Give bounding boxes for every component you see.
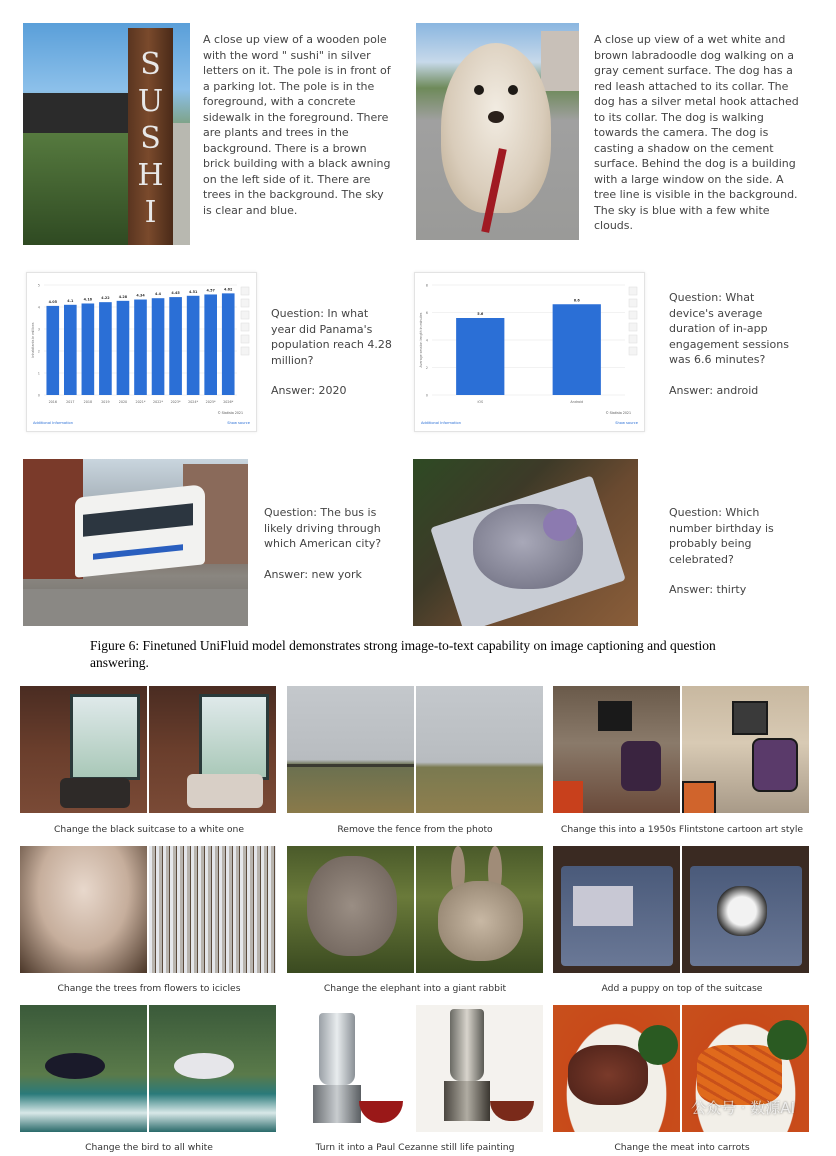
additional-info-link: Additional Information: [33, 421, 73, 425]
y-tick-label: 6: [425, 311, 428, 315]
additional-info-link: Additional Information: [421, 421, 461, 425]
data-label: 6.6: [573, 298, 580, 303]
red-bowl: [359, 1101, 403, 1123]
dog-eye: [508, 85, 518, 95]
brick-building: [23, 459, 83, 579]
data-label: 4.34: [136, 293, 145, 298]
qa-block-2: [669, 290, 794, 413]
wooden-pole: [128, 28, 173, 245]
blender-jar: [319, 1013, 355, 1085]
edit-office-after: [682, 686, 809, 813]
carrots: [697, 1045, 782, 1105]
sign-letter: I: [144, 195, 157, 230]
cake-topper: [543, 509, 577, 541]
monitor: [598, 701, 632, 731]
dog-eye: [474, 85, 484, 95]
toolbar-button: [241, 287, 249, 295]
dog-photo: [416, 23, 579, 240]
x-tick-label: 2020: [118, 400, 128, 404]
dog-caption: A close up view of a wet white and brown labradoodle dog walking on a gray cement surface. The dog has a red leash attached to its collar. The dog has a silver metal hook attached to its collar. The dog is walking towards the camera. The dog is casting a shadow on the cement surface. Behind the dog is a building with a large window on the side. A tree line is visible in the background. The sky is blue with a few white clouds.: [594, 33, 799, 232]
data-label: 4.05: [48, 299, 57, 304]
answer-text: Answer: android: [669, 383, 759, 397]
orange-chair: [553, 781, 583, 813]
x-tick-label: 2024*: [188, 400, 199, 404]
copyright-text: © Statista 2021: [605, 411, 631, 415]
data-label: 4.4: [155, 292, 162, 297]
data-label: 4.1: [67, 298, 74, 303]
elephant: [307, 856, 397, 956]
steak: [568, 1045, 648, 1105]
figure-caption: Figure 6: Finetuned UniFluid model demonstrates strong image-to-text capability on image captioning and question answering.: [90, 638, 716, 670]
y-tick-label: 3: [37, 327, 40, 332]
chart-bar: [134, 300, 147, 395]
edit-caption: Change the bird to all white: [85, 1142, 213, 1153]
edit-meat-before: [553, 1005, 680, 1132]
question-text: Question: What device's average duration of in-app engagement sessions was 6.6 minutes?: [669, 291, 789, 366]
sign-letter: H: [137, 158, 164, 193]
y-tick-label: 4: [425, 338, 428, 343]
chart-bar: [187, 296, 200, 395]
y-tick-label: 0: [425, 393, 428, 398]
toolbar-button: [241, 323, 249, 331]
x-tick-label: 2022*: [153, 400, 164, 404]
puppy: [717, 886, 767, 936]
office-chair: [752, 738, 798, 792]
answer-text: Answer: new york: [264, 567, 362, 581]
chart-bar: [64, 305, 77, 395]
sidewalk: [173, 123, 190, 245]
edit-caption: Change the meat into carrots: [614, 1142, 750, 1153]
x-tick-label: 2017: [66, 400, 75, 404]
edit-suitcase2-after: [682, 846, 809, 973]
question-text: Question: Which number birthday is probably being celebrated?: [669, 506, 774, 566]
painting: [199, 694, 269, 780]
black-bird: [45, 1053, 105, 1079]
session-length-chart-svg: [415, 273, 644, 431]
blender-base: [444, 1081, 490, 1121]
red-bowl: [490, 1101, 534, 1121]
white-bird: [174, 1053, 234, 1079]
orange-chair: [682, 781, 716, 813]
chart-bar: [553, 304, 601, 395]
toolbar-button: [629, 323, 637, 331]
chart-bar: [99, 302, 112, 395]
edit-caption: Remove the fence from the photo: [337, 824, 493, 835]
sushi-caption: A close up view of a wooden pole with the word " sushi" in silver letters on it. The pole is in front of a parking lot. The pole is in the foreground, with a concrete sidewalk in the foreground. There are plants and trees in the background. There is a brown brick building with a black awning on the left side of it. There are trees in the background. The sky is clear and blue.: [203, 33, 391, 217]
chart-bar: [456, 318, 504, 395]
edit-caption: Change this into a 1950s Flintstone cartoon art style: [560, 824, 804, 835]
toolbar-button: [629, 287, 637, 295]
y-tick-label: 5: [37, 283, 40, 288]
data-label: 4.22: [101, 296, 110, 301]
sushi-photo: [23, 23, 190, 245]
chart-bar: [82, 303, 95, 395]
blender-jar: [450, 1009, 484, 1081]
x-tick-label: 2023*: [170, 400, 181, 404]
chart-bar: [222, 293, 235, 395]
monitor: [732, 701, 768, 735]
toolbar-button: [241, 299, 249, 307]
edit-bird-before: [20, 1005, 147, 1132]
rabbit: [438, 881, 523, 961]
chart-bar: [117, 301, 130, 395]
sign-letter: S: [140, 47, 161, 82]
chart-bar: [46, 306, 59, 395]
data-label: 4.28: [118, 294, 128, 299]
population-chart: [26, 272, 257, 432]
road: [23, 589, 248, 626]
sign-letter: S: [140, 121, 161, 156]
edit-suitcase-before: [20, 686, 147, 813]
x-tick-label: Android: [570, 400, 584, 404]
building: [541, 31, 579, 91]
toolbar-button: [241, 311, 249, 319]
clothes: [573, 886, 633, 926]
x-tick-label: 2019: [101, 400, 110, 404]
x-tick-label: 2021*: [135, 400, 146, 404]
edit-suitcase-after: [149, 686, 276, 813]
edit-field-before: [287, 686, 414, 813]
edit-trees-after: [149, 846, 276, 973]
data-label: 5.6: [477, 312, 484, 316]
qa-block-4: [669, 505, 794, 613]
chart-bar: [204, 294, 217, 395]
copyright-text: © Statista 2021: [217, 411, 243, 415]
edit-elephant-after: [416, 846, 543, 973]
blender-base: [313, 1085, 361, 1123]
x-tick-label: 2025*: [205, 400, 216, 404]
question-text: Question: In what year did Panama's population reach 4.28 million?: [271, 307, 392, 367]
edit-caption: Change the elephant into a giant rabbit: [323, 983, 507, 994]
sign-letter: U: [137, 84, 164, 119]
edit-caption: Add a puppy on top of the suitcase: [601, 983, 763, 994]
y-tick-label: 0: [37, 393, 40, 398]
session-length-chart: [414, 272, 645, 432]
question-text: Question: The bus is likely driving through which American city?: [264, 506, 382, 550]
data-label: 4.16: [83, 297, 93, 302]
edit-meat-after: [682, 1005, 809, 1132]
y-axis-label: Average session length in minutes: [419, 312, 423, 368]
cake-photo: [413, 459, 638, 626]
bus-photo: [23, 459, 248, 626]
broccoli: [767, 1020, 807, 1060]
edit-caption: Change the black suitcase to a white one: [53, 824, 245, 835]
edit-field-after: [416, 686, 543, 813]
edit-blender-after: [416, 1005, 543, 1132]
edit-caption: Turn it into a Paul Cezanne still life painting: [315, 1142, 515, 1153]
edit-suitcase2-before: [553, 846, 680, 973]
dog-nose: [488, 111, 504, 123]
edit-bird-after: [149, 1005, 276, 1132]
chart-bar: [152, 298, 165, 395]
y-tick-label: 1: [37, 371, 40, 376]
x-tick-label: 2018: [83, 400, 93, 404]
toolbar-button: [629, 299, 637, 307]
y-tick-label: 2: [425, 366, 428, 370]
show-source-link: Show source: [227, 421, 250, 425]
data-label: 4.62: [224, 287, 233, 292]
toolbar-button: [241, 347, 249, 355]
edit-office-before: [553, 686, 680, 813]
edit-trees-before: [20, 846, 147, 973]
painting: [70, 694, 140, 780]
population-chart-svg: [27, 273, 256, 431]
fence: [287, 764, 414, 767]
edit-blender-before: [287, 1005, 414, 1132]
y-axis-label: Inhabitants in millions: [31, 322, 35, 358]
x-tick-label: 2016: [48, 400, 57, 404]
y-tick-label: 2: [37, 349, 40, 354]
answer-text: Answer: thirty: [669, 583, 747, 596]
edit-caption: Change the trees from flowers to icicles: [57, 983, 241, 994]
x-tick-label: 2026*: [223, 400, 234, 404]
answer-text: Answer: 2020: [271, 384, 347, 397]
edit-elephant-before: [287, 846, 414, 973]
chart-bar: [169, 297, 182, 395]
watermark: 公众号 · 数源AI: [691, 1099, 795, 1117]
toolbar-button: [629, 335, 637, 343]
show-source-link: Show source: [615, 421, 638, 425]
toolbar-button: [629, 347, 637, 355]
black-suitcase: [60, 778, 130, 808]
data-label: 4.45: [171, 291, 180, 296]
qa-block-3: [264, 505, 389, 597]
white-suitcase: [187, 774, 263, 808]
broccoli: [638, 1025, 678, 1065]
x-tick-label: iOS: [477, 400, 484, 404]
data-label: 4.57: [206, 288, 215, 293]
office-chair: [621, 741, 661, 791]
y-tick-label: 4: [37, 305, 40, 310]
y-tick-label: 8: [425, 283, 428, 288]
toolbar-button: [241, 335, 249, 343]
qa-block-1: [271, 306, 396, 414]
data-label: 4.51: [188, 289, 198, 294]
toolbar-button: [629, 311, 637, 319]
